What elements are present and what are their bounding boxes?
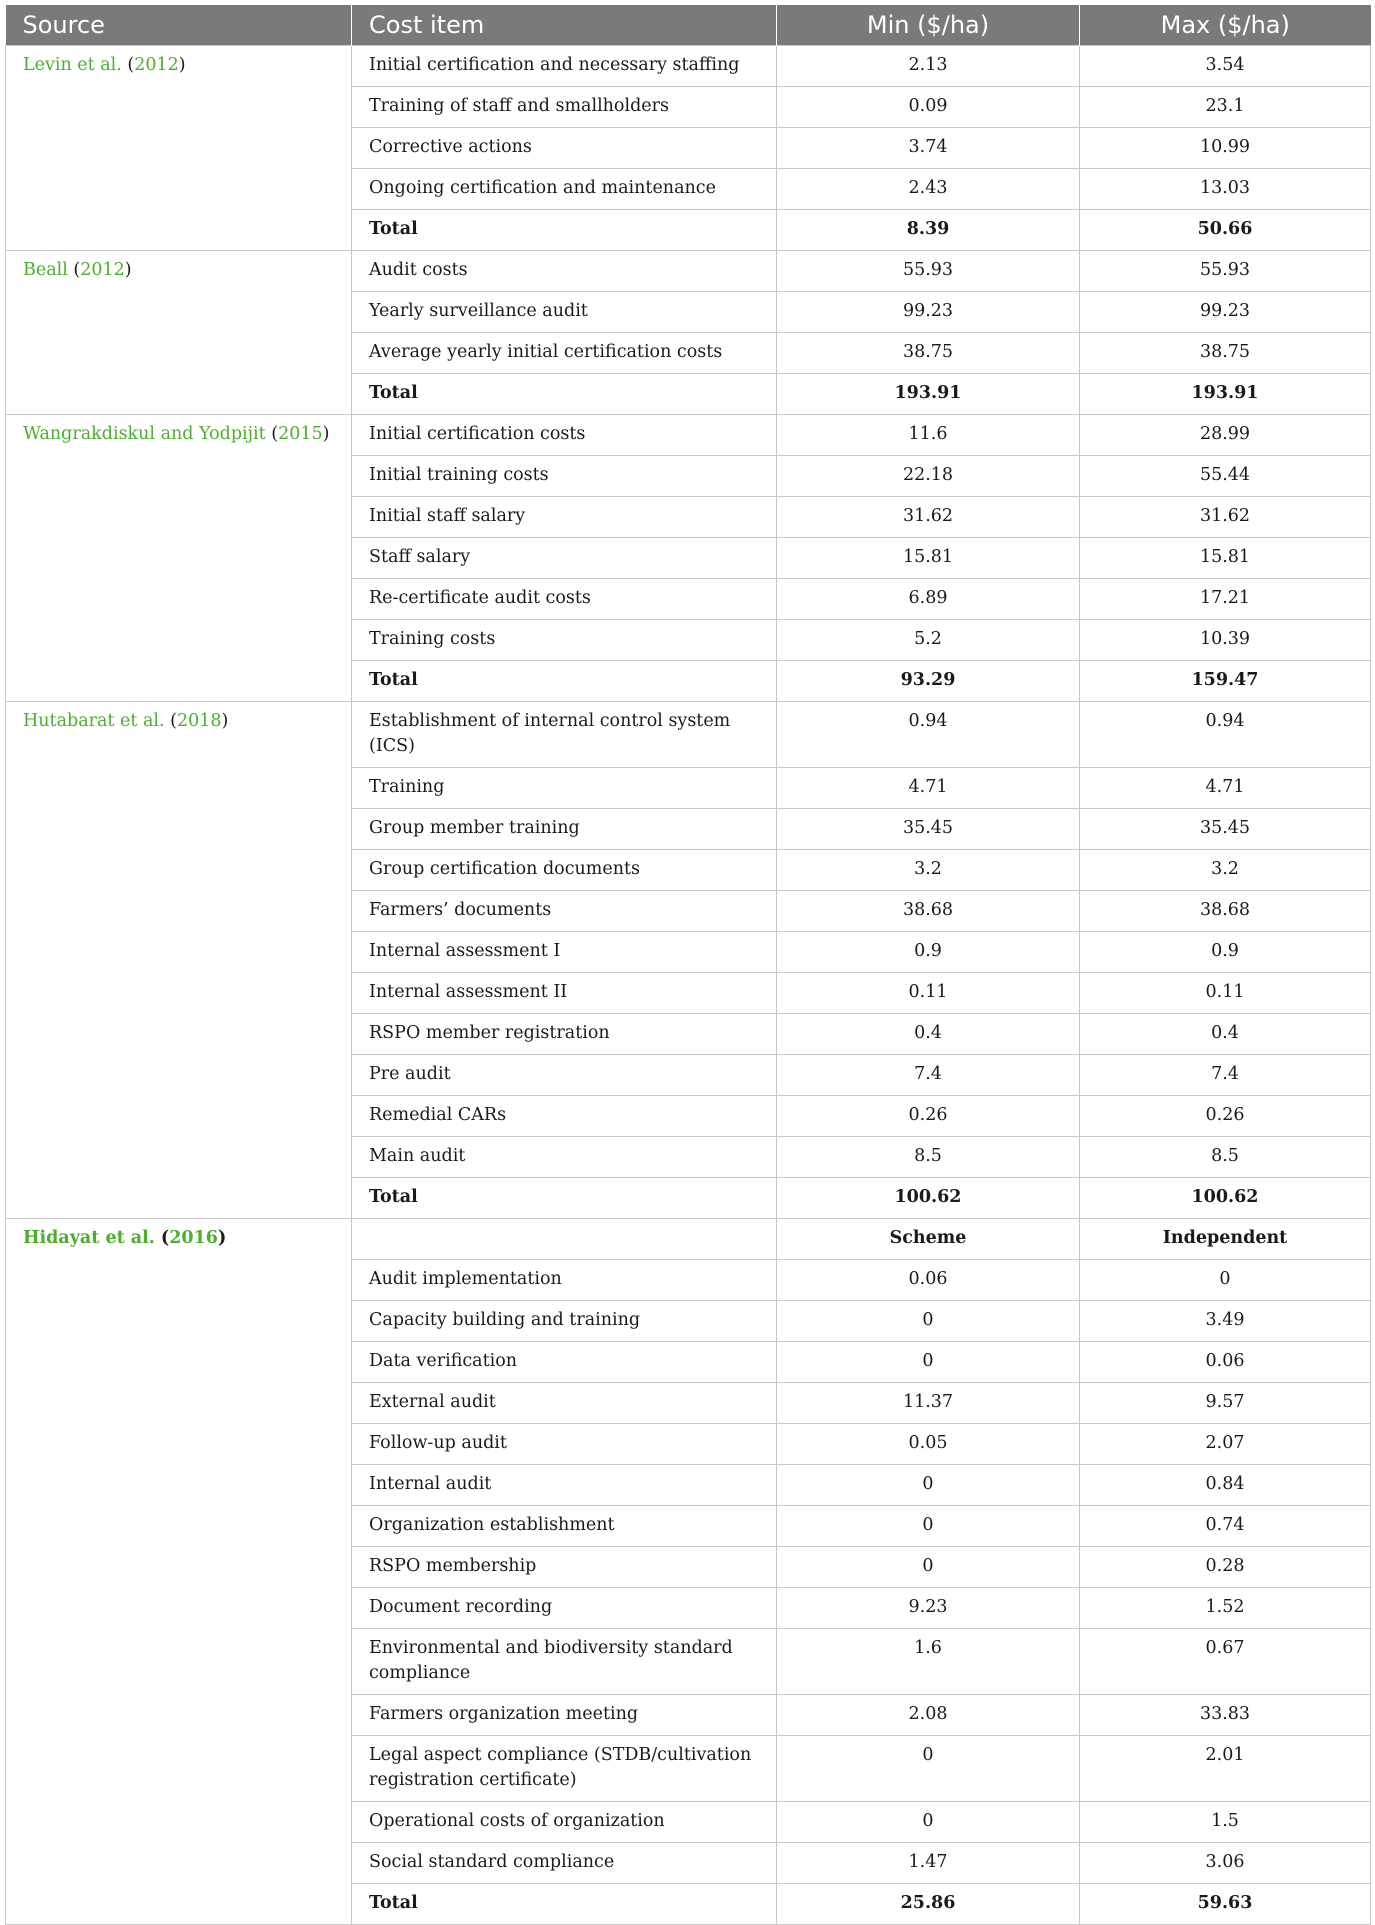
- max-value-cell: 0.84: [1080, 1465, 1371, 1506]
- min-value-cell: 0: [777, 1301, 1080, 1342]
- min-value-cell: 38.75: [777, 333, 1080, 374]
- max-value-cell: 0.11: [1080, 973, 1371, 1014]
- cost-item-cell: Establishment of internal control system (ICS): [352, 702, 777, 768]
- min-value-cell: 193.91: [777, 374, 1080, 415]
- max-value-cell: 1.5: [1080, 1802, 1371, 1843]
- min-value-cell: 11.37: [777, 1383, 1080, 1424]
- table-row: [6, 1219, 1371, 1260]
- source-year-link[interactable]: 2016: [169, 1228, 218, 1248]
- min-value-cell: 2.13: [777, 46, 1080, 87]
- table-row: [6, 415, 1371, 456]
- cost-item-cell: Follow-up audit: [352, 1424, 777, 1465]
- min-value-cell: 0.26: [777, 1096, 1080, 1137]
- header-max: Max ($/ha): [1080, 5, 1371, 46]
- max-value-cell: 0.06: [1080, 1342, 1371, 1383]
- source-year-link[interactable]: 2018: [176, 711, 222, 731]
- cost-item-cell: Remedial CARs: [352, 1096, 777, 1137]
- subheader-independent: Independent: [1080, 1219, 1371, 1260]
- source-link[interactable]: Levin et al.: [23, 55, 122, 75]
- max-value-cell: 9.57: [1080, 1383, 1371, 1424]
- max-value-cell: 2.07: [1080, 1424, 1371, 1465]
- max-value-cell: 7.4: [1080, 1055, 1371, 1096]
- min-value-cell: 99.23: [777, 292, 1080, 333]
- total-label: Total: [352, 210, 777, 251]
- max-value-cell: 31.62: [1080, 497, 1371, 538]
- source-year-link[interactable]: 2012: [80, 260, 125, 280]
- source-cell: Beall (2012): [6, 251, 352, 415]
- min-value-cell: 7.4: [777, 1055, 1080, 1096]
- min-value-cell: 15.81: [777, 538, 1080, 579]
- cost-table: [5, 5, 1371, 1925]
- min-value-cell: 1.6: [777, 1629, 1080, 1695]
- source-year-link[interactable]: 2012: [134, 55, 179, 75]
- max-value-cell: 28.99: [1080, 415, 1371, 456]
- min-value-cell: 0.05: [777, 1424, 1080, 1465]
- cost-item-cell: Document recording: [352, 1588, 777, 1629]
- cost-item-cell: Initial staff salary: [352, 497, 777, 538]
- cost-item-cell: [352, 1219, 777, 1260]
- max-value-cell: 13.03: [1080, 169, 1371, 210]
- min-value-cell: 1.47: [777, 1843, 1080, 1884]
- min-value-cell: 9.23: [777, 1588, 1080, 1629]
- max-value-cell: 10.99: [1080, 128, 1371, 169]
- max-value-cell: 0.67: [1080, 1629, 1371, 1695]
- cost-item-cell: Audit costs: [352, 251, 777, 292]
- cost-item-cell: Ongoing certification and maintenance: [352, 169, 777, 210]
- min-value-cell: 0.09: [777, 87, 1080, 128]
- cost-item-cell: Initial certification costs: [352, 415, 777, 456]
- table-body: [6, 46, 1371, 1925]
- cost-item-cell: Yearly surveillance audit: [352, 292, 777, 333]
- max-value-cell: 17.21: [1080, 579, 1371, 620]
- cost-item-cell: Corrective actions: [352, 128, 777, 169]
- max-value-cell: 159.47: [1080, 661, 1371, 702]
- min-value-cell: 0: [777, 1465, 1080, 1506]
- source-cell: Levin et al. (2012): [6, 46, 352, 251]
- cost-item-cell: Pre audit: [352, 1055, 777, 1096]
- max-value-cell: 0.26: [1080, 1096, 1371, 1137]
- cost-item-cell: RSPO member registration: [352, 1014, 777, 1055]
- max-value-cell: 193.91: [1080, 374, 1371, 415]
- cost-item-cell: Internal assessment II: [352, 973, 777, 1014]
- max-value-cell: 0.4: [1080, 1014, 1371, 1055]
- max-value-cell: 3.2: [1080, 850, 1371, 891]
- cost-item-cell: Group certification documents: [352, 850, 777, 891]
- source-year-link[interactable]: 2015: [278, 424, 323, 444]
- min-value-cell: 3.2: [777, 850, 1080, 891]
- header-row: [6, 5, 1371, 46]
- min-value-cell: 22.18: [777, 456, 1080, 497]
- min-value-cell: 0.9: [777, 932, 1080, 973]
- max-value-cell: 10.39: [1080, 620, 1371, 661]
- max-value-cell: 33.83: [1080, 1695, 1371, 1736]
- cost-item-cell: Re-certificate audit costs: [352, 579, 777, 620]
- max-value-cell: 55.44: [1080, 456, 1371, 497]
- cost-item-cell: Internal assessment I: [352, 932, 777, 973]
- max-value-cell: 1.52: [1080, 1588, 1371, 1629]
- min-value-cell: 100.62: [777, 1178, 1080, 1219]
- min-value-cell: 0.4: [777, 1014, 1080, 1055]
- cost-item-cell: Group member training: [352, 809, 777, 850]
- min-value-cell: 93.29: [777, 661, 1080, 702]
- max-value-cell: 100.62: [1080, 1178, 1371, 1219]
- max-value-cell: 38.75: [1080, 333, 1371, 374]
- total-label: Total: [352, 374, 777, 415]
- max-value-cell: 59.63: [1080, 1884, 1371, 1925]
- max-value-cell: 3.06: [1080, 1843, 1371, 1884]
- min-value-cell: 0.11: [777, 973, 1080, 1014]
- min-value-cell: 8.5: [777, 1137, 1080, 1178]
- min-value-cell: 2.08: [777, 1695, 1080, 1736]
- total-label: Total: [352, 661, 777, 702]
- cost-item-cell: Capacity building and training: [352, 1301, 777, 1342]
- min-value-cell: 55.93: [777, 251, 1080, 292]
- source-link[interactable]: Hidayat et al.: [23, 1228, 155, 1248]
- max-value-cell: 0.28: [1080, 1547, 1371, 1588]
- min-value-cell: 0.06: [777, 1260, 1080, 1301]
- cost-item-cell: Training of staff and smallholders: [352, 87, 777, 128]
- max-value-cell: 8.5: [1080, 1137, 1371, 1178]
- header-min: Min ($/ha): [777, 5, 1080, 46]
- source-link[interactable]: Beall: [23, 260, 68, 280]
- min-value-cell: 0: [777, 1506, 1080, 1547]
- cost-item-cell: Average yearly initial certification costs: [352, 333, 777, 374]
- source-link[interactable]: Wangrakdiskul and Yodpijit: [23, 424, 266, 444]
- min-value-cell: 0: [777, 1342, 1080, 1383]
- source-link[interactable]: Hutabarat et al.: [23, 711, 165, 731]
- max-value-cell: 4.71: [1080, 768, 1371, 809]
- cost-item-cell: Main audit: [352, 1137, 777, 1178]
- min-value-cell: 31.62: [777, 497, 1080, 538]
- cost-item-cell: Training costs: [352, 620, 777, 661]
- min-value-cell: 8.39: [777, 210, 1080, 251]
- max-value-cell: 0: [1080, 1260, 1371, 1301]
- subheader-scheme: Scheme: [777, 1219, 1080, 1260]
- header-source: Source: [6, 5, 352, 46]
- cost-item-cell: Data verification: [352, 1342, 777, 1383]
- min-value-cell: 25.86: [777, 1884, 1080, 1925]
- min-value-cell: 0: [777, 1802, 1080, 1843]
- cost-item-cell: Farmers’ documents: [352, 891, 777, 932]
- max-value-cell: 23.1: [1080, 87, 1371, 128]
- cost-item-cell: Farmers organization meeting: [352, 1695, 777, 1736]
- table-row: [6, 251, 1371, 292]
- max-value-cell: 99.23: [1080, 292, 1371, 333]
- max-value-cell: 3.54: [1080, 46, 1371, 87]
- cost-item-cell: Organization establishment: [352, 1506, 777, 1547]
- max-value-cell: 15.81: [1080, 538, 1371, 579]
- cost-item-cell: Environmental and biodiversity standard compliance: [352, 1629, 777, 1695]
- max-value-cell: 55.93: [1080, 251, 1371, 292]
- max-value-cell: 2.01: [1080, 1736, 1371, 1802]
- cost-item-cell: Operational costs of organization: [352, 1802, 777, 1843]
- source-cell: Hutabarat et al. (2018): [6, 702, 352, 1219]
- cost-item-cell: Audit implementation: [352, 1260, 777, 1301]
- cost-item-cell: Initial certification and necessary staffing: [352, 46, 777, 87]
- max-value-cell: 3.49: [1080, 1301, 1371, 1342]
- min-value-cell: 3.74: [777, 128, 1080, 169]
- min-value-cell: 38.68: [777, 891, 1080, 932]
- cost-item-cell: RSPO membership: [352, 1547, 777, 1588]
- max-value-cell: 50.66: [1080, 210, 1371, 251]
- source-cell: Wangrakdiskul and Yodpijit (2015): [6, 415, 352, 702]
- cost-item-cell: Staff salary: [352, 538, 777, 579]
- min-value-cell: 35.45: [777, 809, 1080, 850]
- max-value-cell: 0.74: [1080, 1506, 1371, 1547]
- min-value-cell: 0: [777, 1736, 1080, 1802]
- table-row: [6, 702, 1371, 768]
- cost-item-cell: External audit: [352, 1383, 777, 1424]
- max-value-cell: 0.9: [1080, 932, 1371, 973]
- header-cost-item: Cost item: [352, 5, 777, 46]
- max-value-cell: 0.94: [1080, 702, 1371, 768]
- cost-item-cell: Social standard compliance: [352, 1843, 777, 1884]
- min-value-cell: 0: [777, 1547, 1080, 1588]
- min-value-cell: 2.43: [777, 169, 1080, 210]
- total-label: Total: [352, 1884, 777, 1925]
- min-value-cell: 6.89: [777, 579, 1080, 620]
- min-value-cell: 0.94: [777, 702, 1080, 768]
- cost-item-cell: Initial training costs: [352, 456, 777, 497]
- cost-item-cell: Legal aspect compliance (STDB/cultivation registration certificate): [352, 1736, 777, 1802]
- source-cell: Hidayat et al. (2016): [6, 1219, 352, 1925]
- max-value-cell: 38.68: [1080, 891, 1371, 932]
- total-label: Total: [352, 1178, 777, 1219]
- min-value-cell: 11.6: [777, 415, 1080, 456]
- table-row: [6, 46, 1371, 87]
- cost-item-cell: Internal audit: [352, 1465, 777, 1506]
- max-value-cell: 35.45: [1080, 809, 1371, 850]
- min-value-cell: 4.71: [777, 768, 1080, 809]
- min-value-cell: 5.2: [777, 620, 1080, 661]
- cost-item-cell: Training: [352, 768, 777, 809]
